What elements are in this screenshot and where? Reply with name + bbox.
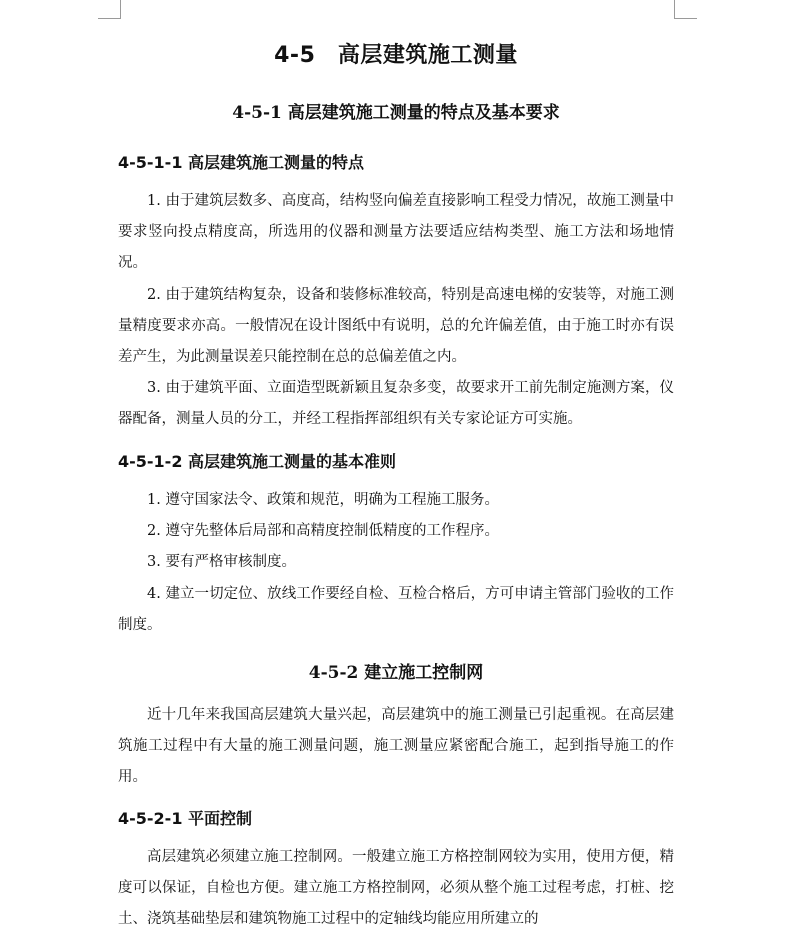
crop-mark-top-left xyxy=(98,0,121,19)
list-item-4: 4. 建立一切定位、放线工作要经自检、互检合格后，方可申请主管部门验收的工作制度。 xyxy=(118,586,674,633)
subsection-heading-4-5-2-1: 4-5-2-1 平面控制 xyxy=(118,809,253,828)
list-item-3: 3. 要有严格审核制度。 xyxy=(147,554,296,570)
paragraph-intro: 近十几年来我国高层建筑大量兴起，高层建筑中的施工测量已引起重视。在高层建筑施工过程中有大量的施工测量问题，施工测量应紧密配合施工，起到指导施工的作用。 xyxy=(118,707,674,785)
paragraph-item-1: 1. 由于建筑层数多、高度高，结构竖向偏差直接影响工程受力情况，故施工测量中要求竖向投点精度高，所选用的仪器和测量方法要适应结构类型、施工方法和场地情况。 xyxy=(118,193,674,271)
subsection-heading-4-5-1-1: 4-5-1-1 高层建筑施工测量的特点 xyxy=(118,153,365,172)
section-heading-4-5-2: 4-5-2 建立施工控制网 xyxy=(308,663,484,683)
list-item-1: 1. 遵守国家法令、政策和规范，明确为工程施工服务。 xyxy=(147,492,499,508)
paragraph-item-3: 3. 由于建筑平面、立面造型既新颖且复杂多变，故要求开工前先制定施测方案，仪器配备，测量人员的分工，并经工程指挥部组织有关专家论证方可实施。 xyxy=(118,380,674,427)
subsection-heading-4-5-1-2: 4-5-1-2 高层建筑施工测量的基本准则 xyxy=(118,452,397,471)
paragraph-plane-control: 高层建筑必须建立施工控制网。一般建立施工方格控制网较为实用，使用方便，精度可以保证，自检也方便。建立施工方格控制网，必须从整个施工过程考虑，打桩、挖土、浇筑基础垫层和建筑物施工过程中的定轴线均能应用所建立的 xyxy=(118,849,674,927)
list-item-2: 2. 遵守先整体后局部和高精度控制低精度的工作程序。 xyxy=(147,523,499,539)
page-title: 4-5 高层建筑施工测量 xyxy=(274,43,518,68)
paragraph-item-2: 2. 由于建筑结构复杂，设备和装修标准较高，特别是高速电梯的安装等，对施工测量精度要求亦高。一般情况在设计图纸中有说明，总的允许偏差值，由于施工时亦有误差产生，为此测量误差只能控制在总的总偏差值之内。 xyxy=(118,287,674,365)
section-heading-4-5-1: 4-5-1 高层建筑施工测量的特点及基本要求 xyxy=(232,103,560,123)
crop-mark-top-right xyxy=(674,0,697,19)
